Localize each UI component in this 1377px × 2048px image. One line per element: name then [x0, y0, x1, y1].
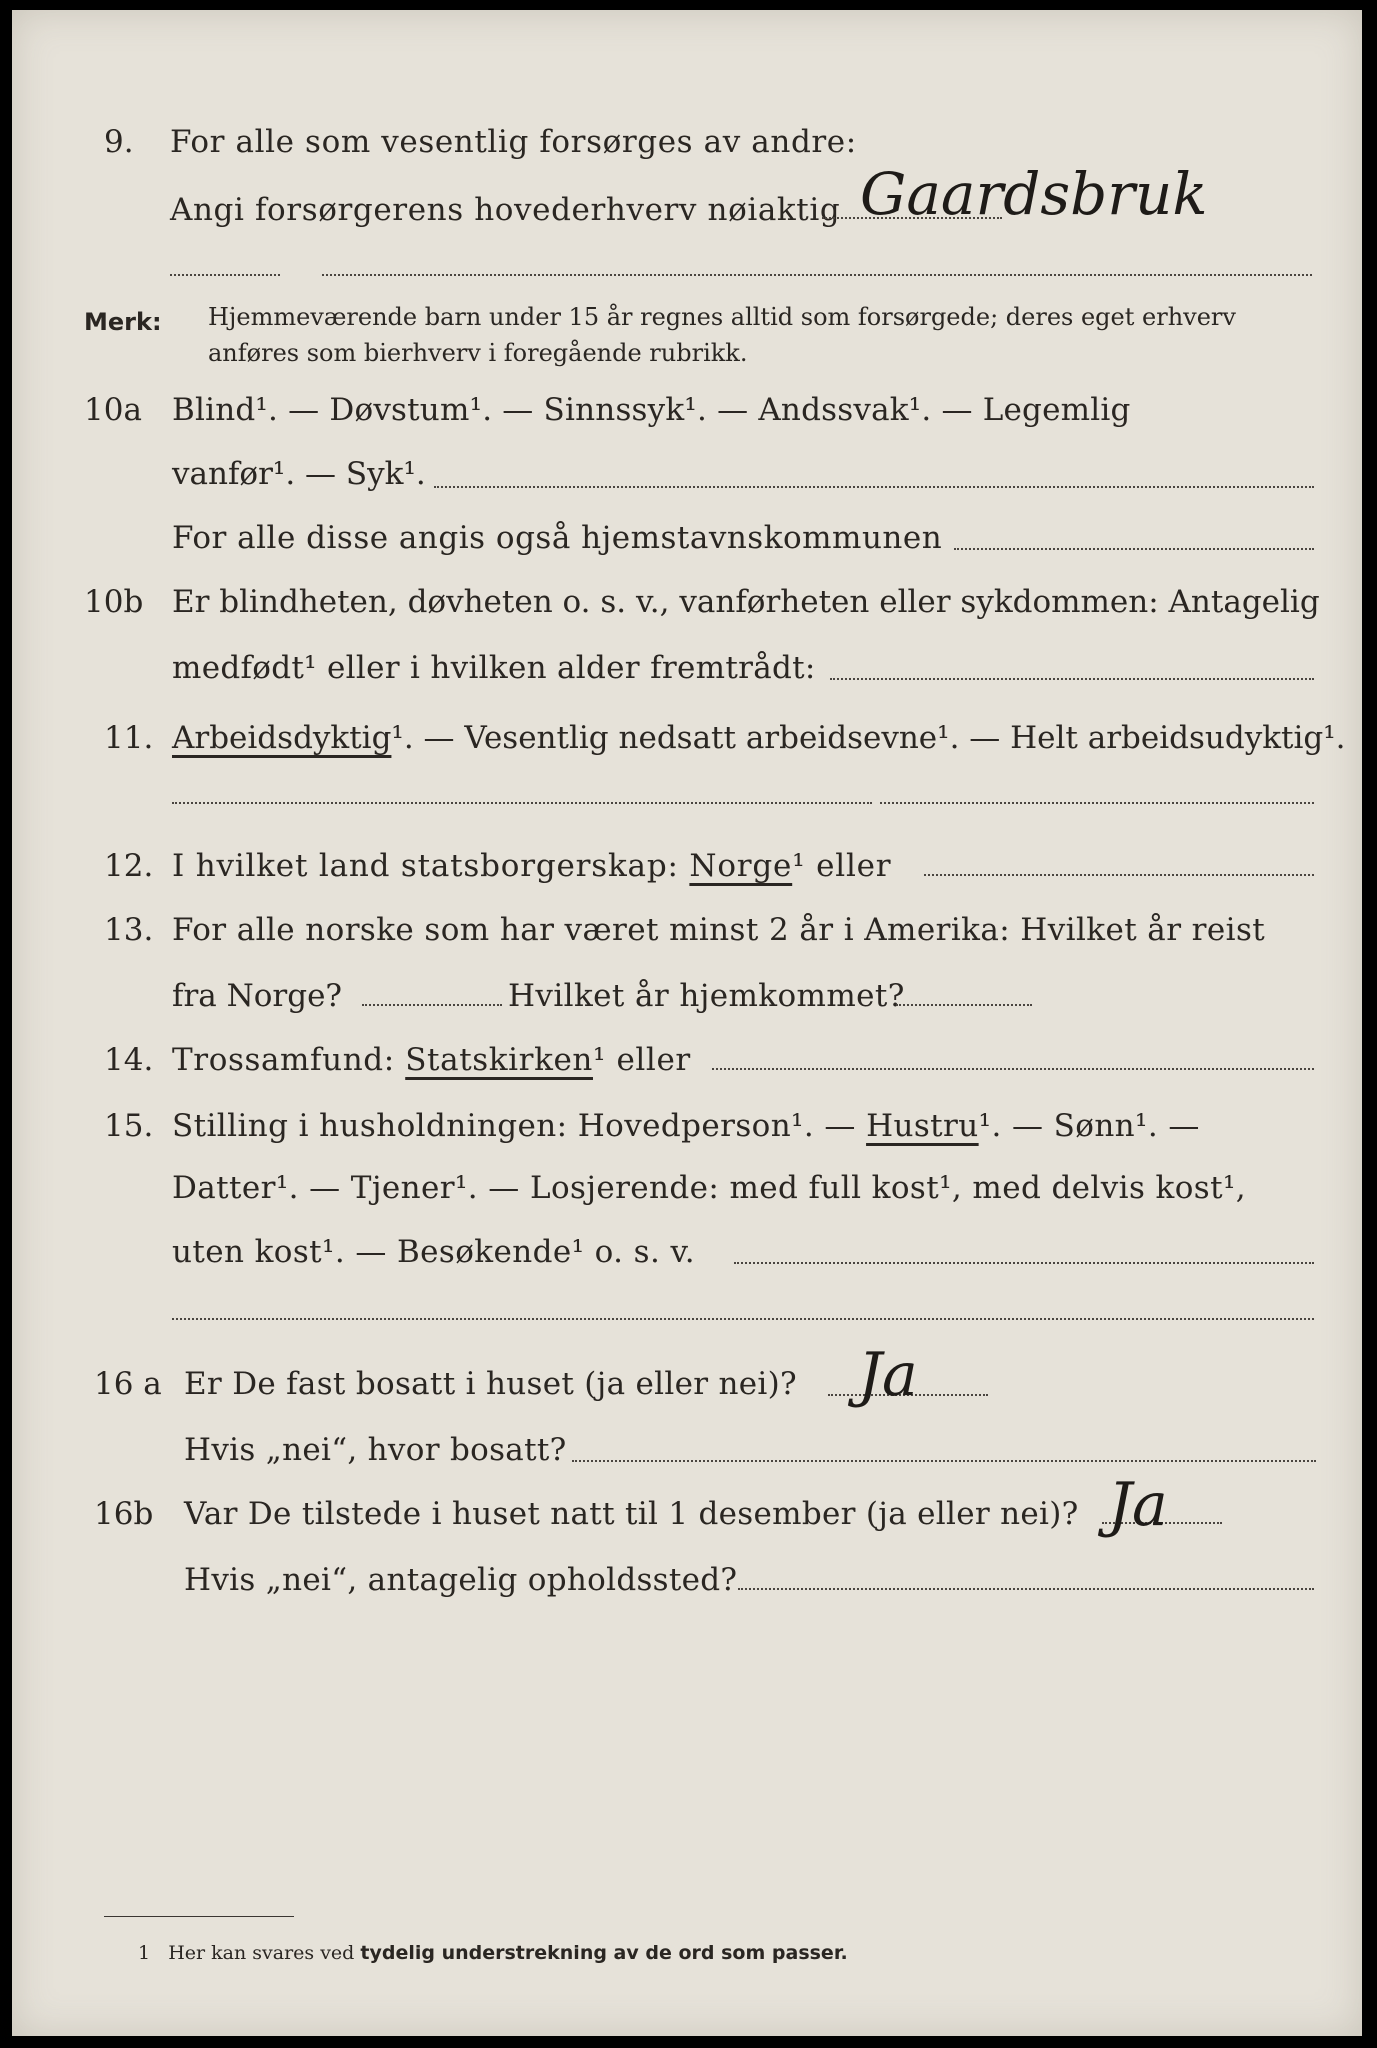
q15-line3: uten kost¹. — Besøkende¹ o. s. v. — [172, 1234, 695, 1270]
q16b-number: 16b — [94, 1496, 154, 1532]
merk-line2: anføres som bierhverv i foregående rubrikk. — [208, 339, 748, 367]
q12-rest: ¹ eller — [792, 848, 892, 884]
q11-number: 11. — [104, 720, 154, 756]
q15-hustru-underlined: Hustru — [866, 1108, 979, 1144]
q10b-line2: medfødt¹ eller i hvilken alder fremtrådt: — [172, 650, 816, 686]
q13-number: 13. — [104, 912, 154, 948]
q13-line2b: Hvilket år hjemkommet? — [508, 978, 905, 1014]
q10a-kommune-line — [954, 548, 1314, 550]
q11-arbeidsdyktig-underlined: Arbeidsdyktig — [172, 720, 392, 756]
q12-text: I hvilket land statsborgerskap: — [172, 848, 679, 884]
census-form-page — [12, 10, 1362, 2036]
q10a-line1: Blind¹. — Døvstum¹. — Sinnssyk¹. — Andssvak¹. — Legemlig — [172, 392, 1131, 428]
q9-extra-line-b — [322, 274, 1312, 276]
q16a-line2: Hvis „nei“, hvor bosatt? — [184, 1432, 567, 1468]
q15-number: 15. — [104, 1108, 154, 1144]
q14-trossamfund-line — [712, 1068, 1314, 1070]
q11-line-a — [172, 802, 872, 804]
q16b-line1: Var De tilstede i huset natt til 1 desember (ja eller nei)? — [184, 1496, 1079, 1532]
q14-statskirken-underlined: Statskirken — [405, 1042, 593, 1078]
q16a-line1: Er De fast bosatt i huset (ja eller nei)? — [184, 1366, 797, 1402]
q16b-opholdssted-line — [738, 1588, 1314, 1590]
q11-rest: ¹. — Vesentlig nedsatt arbeidsevne¹. — Helt arbeidsudyktig¹. — [391, 720, 1346, 756]
footnote-text2: tydelig understrekning av de ord som passer. — [360, 1942, 848, 1964]
q14-rest: ¹ eller — [592, 1042, 691, 1078]
merk-line1: Hjemmeværende barn under 15 år regnes alltid som forsørgede; deres eget erhverv — [208, 303, 1236, 331]
q16b-line2: Hvis „nei“, antagelig opholdssted? — [184, 1562, 738, 1598]
merk-label: Merk: — [84, 308, 162, 336]
q12-line — [172, 846, 891, 886]
q14-number: 14. — [104, 1042, 154, 1078]
q10b-line1: Er blindheten, døvheten o. s. v., vanførheten eller sykdommen: Antagelig — [172, 584, 1320, 620]
q10a-number: 10a — [84, 392, 142, 428]
q15-extra-line — [172, 1318, 1314, 1320]
q9-extra-line-a — [170, 274, 280, 276]
q15-besokende-line — [734, 1262, 1314, 1264]
q12-land-line — [924, 874, 1314, 876]
q10a-line3: For alle disse angis også hjemstavnskommunen — [172, 520, 943, 556]
footnote-mark: 1 — [138, 1942, 151, 1964]
q12-number: 12. — [104, 848, 154, 884]
footnote-rule — [104, 1916, 294, 1917]
q14-text: Trossamfund: — [172, 1042, 395, 1078]
q9-handwritten-answer: Gaardsbruk — [860, 160, 1208, 228]
q16a-number: 16 a — [94, 1366, 162, 1402]
q16a-bosatt-line — [572, 1460, 1316, 1462]
q10b-age-line — [830, 678, 1314, 680]
q15-line1a: Stilling i husholdningen: Hovedperson¹. — — [172, 1108, 856, 1144]
q10a-line2: vanfør¹. — Syk¹. — [172, 456, 426, 492]
footnote — [138, 1940, 848, 1966]
q10b-number: 10b — [84, 584, 144, 620]
q16a-handwritten-answer: Ja — [858, 1340, 918, 1410]
q15-line1 — [172, 1106, 1200, 1146]
q9-line2: Angi forsørgerens hovederhverv nøiaktig — [170, 192, 841, 228]
q13-reist-line — [362, 1004, 502, 1006]
q10a-syk-line — [434, 486, 1314, 488]
q13-line2a: fra Norge? — [172, 978, 343, 1014]
q11-line — [172, 718, 1346, 758]
q9-number: 9. — [104, 124, 134, 160]
q14-line — [172, 1040, 691, 1080]
q15-line1b: ¹. — Sønn¹. — — [978, 1108, 1200, 1144]
footnote-text1: Her kan svares ved — [168, 1942, 355, 1964]
q16b-handwritten-answer: Ja — [1108, 1470, 1168, 1540]
q13-hjemkommet-line — [896, 1004, 1032, 1006]
q9-line1: For alle som vesentlig forsørges av andre: — [170, 124, 857, 160]
q15-line2: Datter¹. — Tjener¹. — Losjerende: med full kost¹, med delvis kost¹, — [172, 1170, 1247, 1206]
q12-norge-underlined: Norge — [689, 848, 793, 884]
q13-line1: For alle norske som har været minst 2 år i Amerika: Hvilket år reist — [172, 912, 1266, 948]
q11-line-b — [880, 802, 1314, 804]
